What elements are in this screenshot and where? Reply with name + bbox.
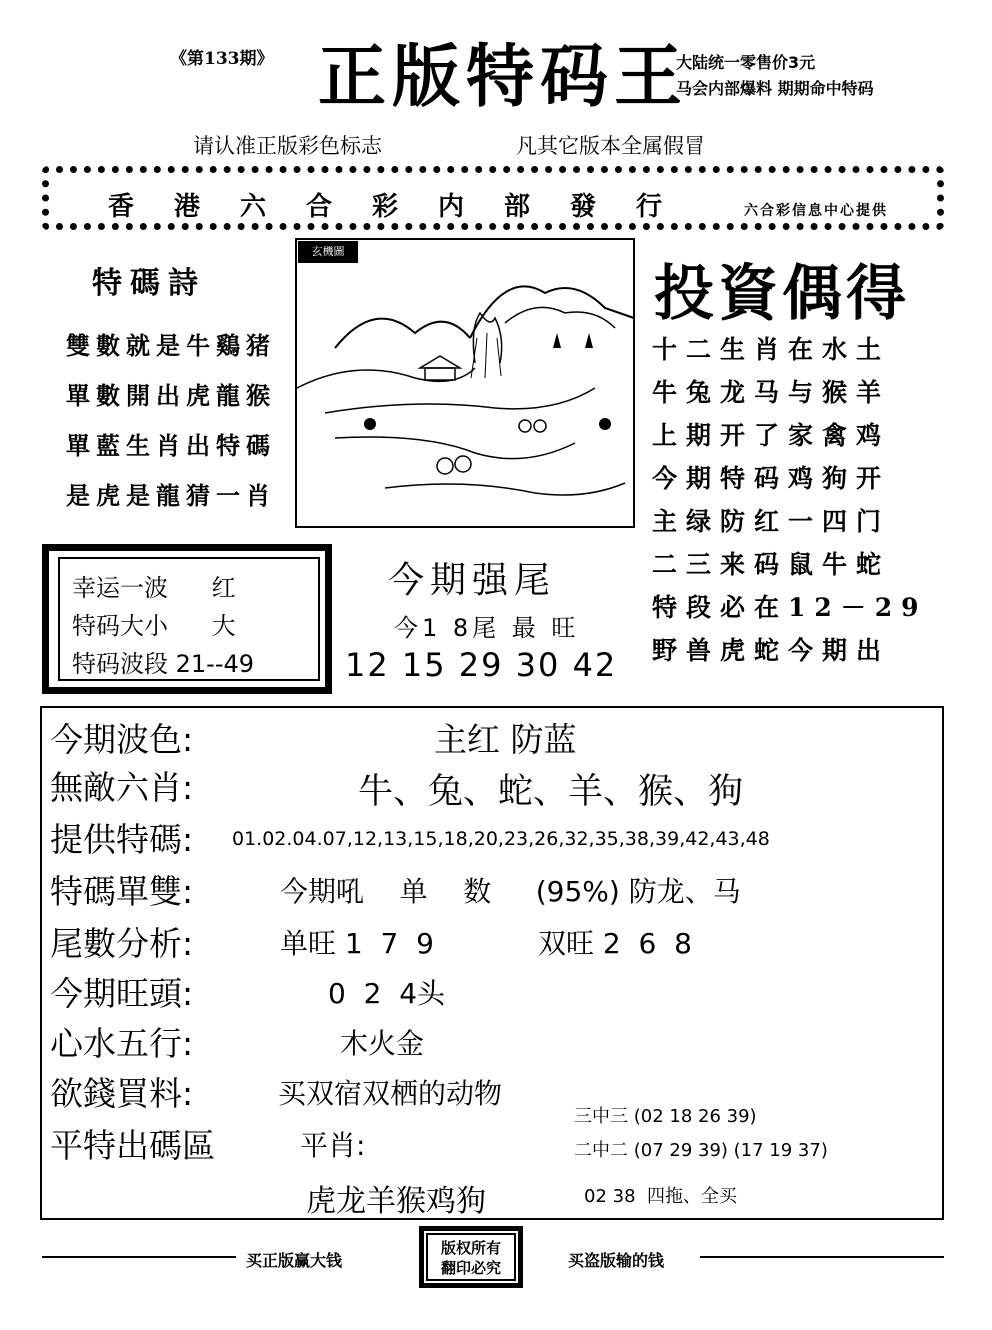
lucky-value: 红 — [211, 574, 236, 602]
poem-title: 特碼詩 — [92, 266, 206, 301]
flat-zodiac-value: 虎龙羊猴鸡狗 — [306, 1184, 486, 1219]
strong-tail-text: 今1 8尾 最 旺 — [394, 614, 580, 642]
copyright-line: 版权所有 — [440, 1239, 501, 1257]
slogan-text: 马会内部爆料 期期命中特码 — [676, 79, 874, 98]
oddeven-label: 特碼單雙: — [50, 872, 194, 911]
color-label: 今期波色: — [50, 720, 194, 759]
buy-label: 欲錢買料: — [50, 1074, 194, 1113]
wuxing-value: 木火金 — [340, 1027, 425, 1060]
verse-line: 上期开了家禽鸡 — [652, 421, 891, 450]
head-label: 今期旺頭: — [50, 974, 194, 1013]
zodiac-value: 牛、兔、蛇、羊、猴、狗 — [358, 772, 744, 812]
footer-divider — [700, 1256, 944, 1258]
verse-line: 特段必在12－29 — [652, 593, 928, 622]
lucky-label: 特码大小 — [72, 612, 168, 640]
verse-line: 主绿防红一四门 — [652, 507, 891, 536]
special-value: 01.02.04.07,12,13,15,18,20,23,26,32,35,38,39,42,43,48 — [232, 828, 770, 850]
invest-title: 投資偶得 — [654, 259, 910, 329]
footer-divider — [42, 1256, 236, 1258]
verse-line: 野兽虎蛇今期出 — [652, 636, 891, 665]
lucky-label: 特码波段 — [72, 650, 168, 678]
special-label: 提供特碼: — [50, 820, 194, 859]
lucky-label: 幸运一波 — [72, 574, 168, 602]
verse-line: 牛兔龙马与猴羊 — [652, 378, 891, 407]
notice-left: 请认准正版彩色标志 — [193, 134, 382, 158]
buy-value: 买双宿双栖的动物 — [278, 1077, 503, 1110]
poem-line: 單數開出虎龍猴 — [66, 381, 276, 410]
flat-zodiac-label: 平肖: — [300, 1129, 366, 1162]
lucky-value: 大 — [211, 612, 236, 640]
tail-label: 尾數分析: — [50, 924, 194, 963]
tail-single: 单旺 1 7 9 — [280, 927, 434, 960]
banner-subtitle: 六合彩信息中心提供 — [744, 203, 888, 219]
landscape-picture — [295, 238, 635, 528]
page-title: 正版特码王 — [318, 38, 689, 117]
lucky-row — [72, 644, 254, 679]
strong-tail-title: 今期强尾 — [388, 560, 557, 601]
color-value: 主红 防蓝 — [434, 720, 577, 759]
san-zhong-san: 三中三 (02 18 26 39) — [574, 1106, 757, 1127]
wuxing-label: 心水五行: — [50, 1024, 194, 1063]
copyright-box-inner — [426, 1233, 516, 1281]
notice-right: 凡其它版本全属假冒 — [516, 134, 705, 158]
banner-title: 香港六合彩内部發行 — [108, 192, 703, 222]
flat-label: 平特出碼區 — [50, 1126, 215, 1165]
footer-left-text: 买正版赢大钱 — [246, 1251, 343, 1270]
tail-double: 双旺 2 6 8 — [538, 927, 692, 960]
copyright-line: 翻印必究 — [440, 1259, 501, 1277]
verse-line: 十二生肖在水土 — [652, 335, 891, 364]
footer-right-text: 买盗版输的钱 — [568, 1251, 665, 1270]
lucky-row — [72, 606, 236, 641]
lucky-value: 21--49 — [175, 650, 255, 678]
price-text: 大陆统一零售价3元 — [676, 53, 816, 72]
oddeven-value: 今期吼 单 数 (95%) 防龙、马 — [280, 875, 741, 908]
verse-line: 二三来码鼠牛蛇 — [652, 550, 891, 579]
verse-line: 今期特码鸡狗开 — [652, 464, 891, 493]
er-zhong-er: 二中二 (07 29 39) (17 19 37) — [574, 1140, 828, 1161]
zodiac-label: 無敵六肖: — [50, 768, 194, 807]
tuo-text: 02 38 四拖、全买 — [584, 1186, 737, 1207]
poem-line: 是虎是龍猜一肖 — [66, 481, 276, 510]
head-value: 0 2 4头 — [328, 977, 446, 1010]
poem-line: 雙數就是牛鷄猪 — [66, 331, 276, 360]
lucky-row — [72, 568, 236, 603]
poem-line: 單藍生肖出特碼 — [66, 431, 276, 460]
issue-number: 《第133期》 — [170, 49, 274, 69]
strong-numbers: 12 15 29 30 42 — [345, 646, 618, 684]
picture-tag: 玄機圖 — [298, 241, 358, 263]
